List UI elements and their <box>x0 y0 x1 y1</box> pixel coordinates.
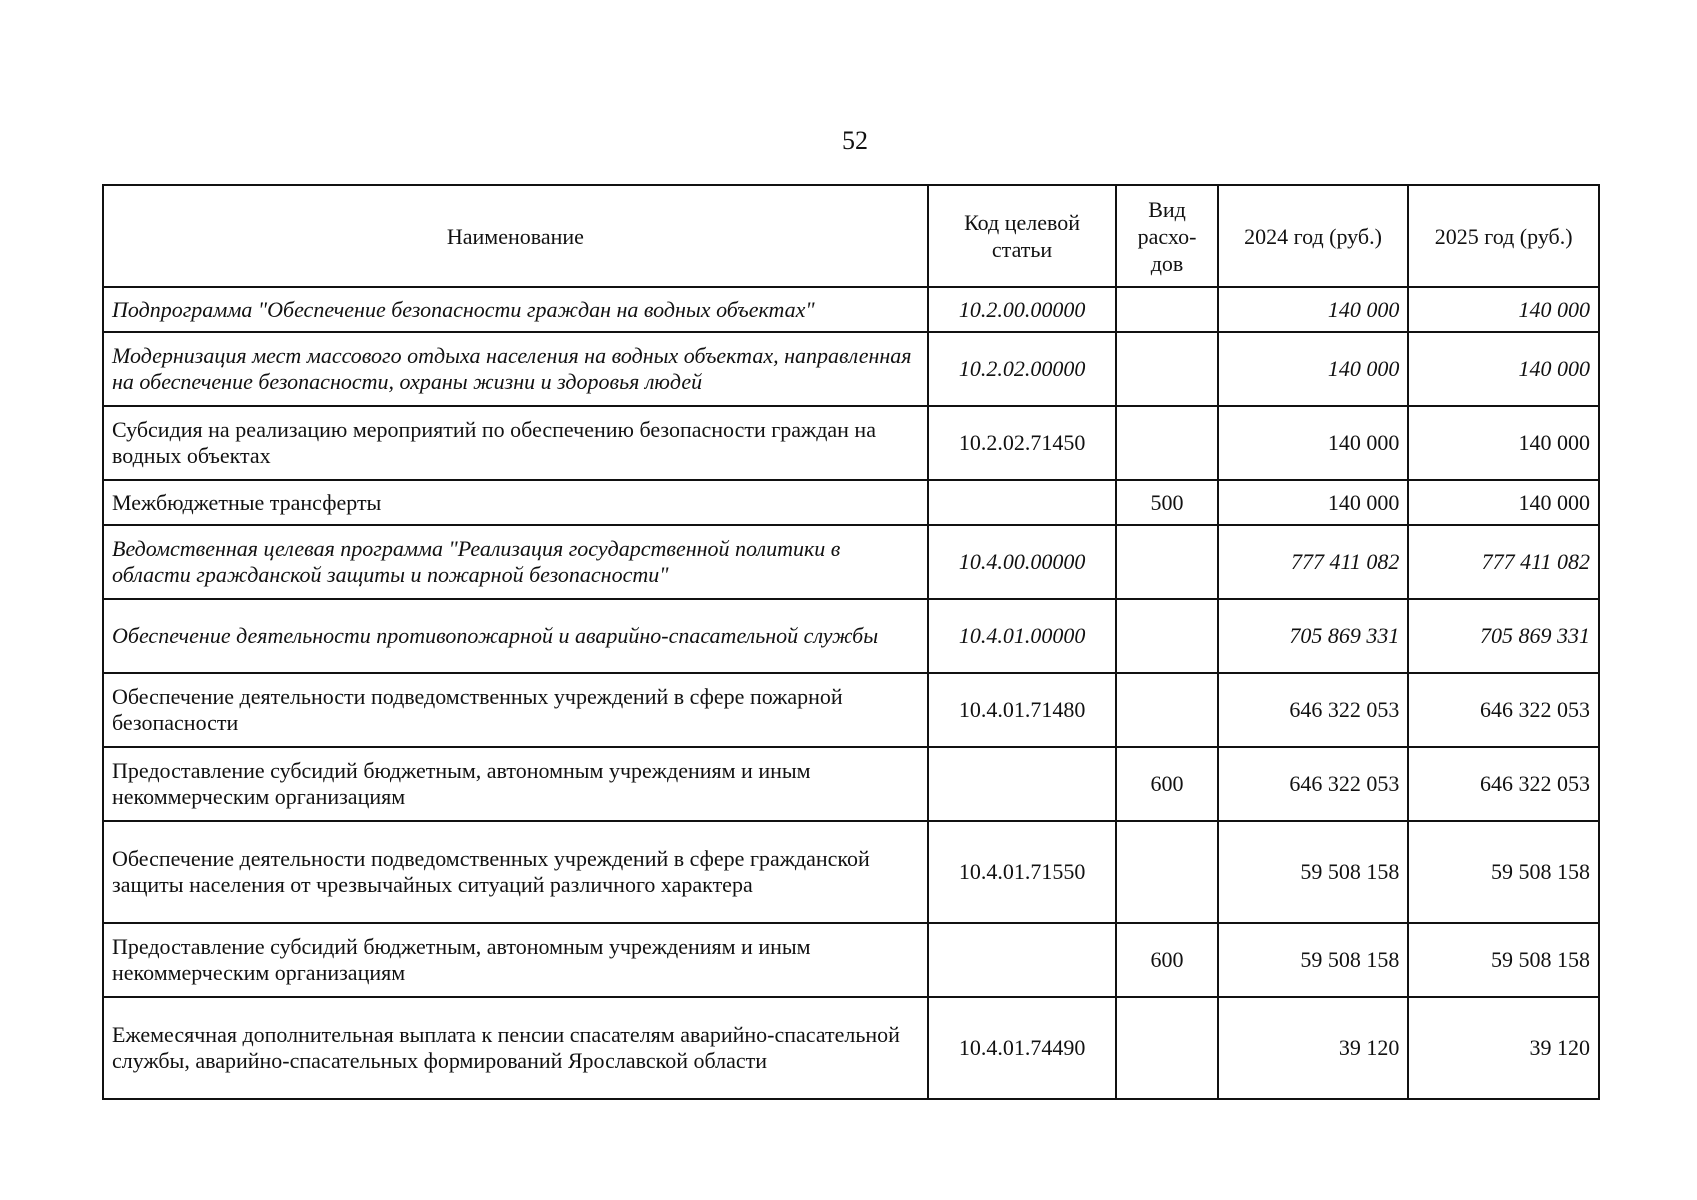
row-2024: 59 508 158 <box>1218 923 1409 997</box>
row-name: Предоставление субсидий бюджетным, автономным учреждениям и иным некоммерческим организациям <box>103 747 928 821</box>
row-code <box>928 923 1117 997</box>
row-name: Субсидия на реализацию мероприятий по обеспечению безопасности граждан на водных объектах <box>103 406 928 480</box>
row-type <box>1116 287 1217 332</box>
row-code: 10.4.00.00000 <box>928 525 1117 599</box>
row-2025: 705 869 331 <box>1408 599 1599 673</box>
row-2025: 140 000 <box>1408 332 1599 406</box>
row-code: 10.4.01.00000 <box>928 599 1117 673</box>
table-row <box>103 673 1599 747</box>
table-header-row <box>103 185 1599 287</box>
row-2024: 705 869 331 <box>1218 599 1409 673</box>
table-row <box>103 923 1599 997</box>
row-type <box>1116 673 1217 747</box>
table-row <box>103 821 1599 923</box>
row-name: Подпрограмма "Обеспечение безопасности граждан на водных объектах" <box>103 287 928 332</box>
row-2024: 140 000 <box>1218 406 1409 480</box>
table-row <box>103 406 1599 480</box>
row-type <box>1116 406 1217 480</box>
row-2025: 140 000 <box>1408 406 1599 480</box>
row-code <box>928 747 1117 821</box>
row-code: 10.4.01.71550 <box>928 821 1117 923</box>
header-code: Код целевой статьи <box>928 185 1117 287</box>
table-row <box>103 480 1599 525</box>
row-2025: 777 411 082 <box>1408 525 1599 599</box>
budget-table <box>102 184 1600 1100</box>
table-row <box>103 997 1599 1099</box>
row-name: Ежемесячная дополнительная выплата к пенсии спасателям аварийно-спасательной службы, аварийно-спасательных формирований Ярославской области <box>103 997 928 1099</box>
table-row <box>103 332 1599 406</box>
row-type <box>1116 821 1217 923</box>
row-2024: 59 508 158 <box>1218 821 1409 923</box>
row-2024: 646 322 053 <box>1218 747 1409 821</box>
row-2025: 140 000 <box>1408 287 1599 332</box>
table-row <box>103 525 1599 599</box>
row-2024: 646 322 053 <box>1218 673 1409 747</box>
header-name: Наименование <box>103 185 928 287</box>
row-name: Межбюджетные трансферты <box>103 480 928 525</box>
row-name: Предоставление субсидий бюджетным, автономным учреждениям и иным некоммерческим организациям <box>103 923 928 997</box>
row-code <box>928 480 1117 525</box>
row-name: Обеспечение деятельности противопожарной и аварийно-спасательной службы <box>103 599 928 673</box>
header-2024: 2024 год (руб.) <box>1218 185 1409 287</box>
row-type <box>1116 525 1217 599</box>
row-type: 500 <box>1116 480 1217 525</box>
row-code: 10.2.00.00000 <box>928 287 1117 332</box>
row-2024: 140 000 <box>1218 287 1409 332</box>
table-row <box>103 287 1599 332</box>
row-2024: 39 120 <box>1218 997 1409 1099</box>
row-type <box>1116 997 1217 1099</box>
row-code: 10.2.02.00000 <box>928 332 1117 406</box>
row-code: 10.4.01.74490 <box>928 997 1117 1099</box>
row-code: 10.4.01.71480 <box>928 673 1117 747</box>
row-2025: 39 120 <box>1408 997 1599 1099</box>
row-name: Ведомственная целевая программа "Реализация государственной политики в области гражданской защиты и пожарной безопасности" <box>103 525 928 599</box>
row-2025: 646 322 053 <box>1408 747 1599 821</box>
page-number: 52 <box>842 126 868 155</box>
table-row <box>103 599 1599 673</box>
table-row <box>103 747 1599 821</box>
header-2025: 2025 год (руб.) <box>1408 185 1599 287</box>
row-2025: 646 322 053 <box>1408 673 1599 747</box>
row-2025: 59 508 158 <box>1408 821 1599 923</box>
row-2024: 140 000 <box>1218 332 1409 406</box>
row-type <box>1116 332 1217 406</box>
row-type: 600 <box>1116 923 1217 997</box>
row-name: Обеспечение деятельности подведомственных учреждений в сфере пожарной безопасности <box>103 673 928 747</box>
row-code: 10.2.02.71450 <box>928 406 1117 480</box>
row-name: Модернизация мест массового отдыха населения на водных объектах, направленная на обеспечение безопасности, охраны жизни и здоровья людей <box>103 332 928 406</box>
header-type: Вид расхо-дов <box>1116 185 1217 287</box>
row-type <box>1116 599 1217 673</box>
row-2025: 140 000 <box>1408 480 1599 525</box>
row-type: 600 <box>1116 747 1217 821</box>
row-2024: 140 000 <box>1218 480 1409 525</box>
row-2025: 59 508 158 <box>1408 923 1599 997</box>
row-name: Обеспечение деятельности подведомственных учреждений в сфере гражданской защиты населения от чрезвычайных ситуаций различного характера <box>103 821 928 923</box>
row-2024: 777 411 082 <box>1218 525 1409 599</box>
